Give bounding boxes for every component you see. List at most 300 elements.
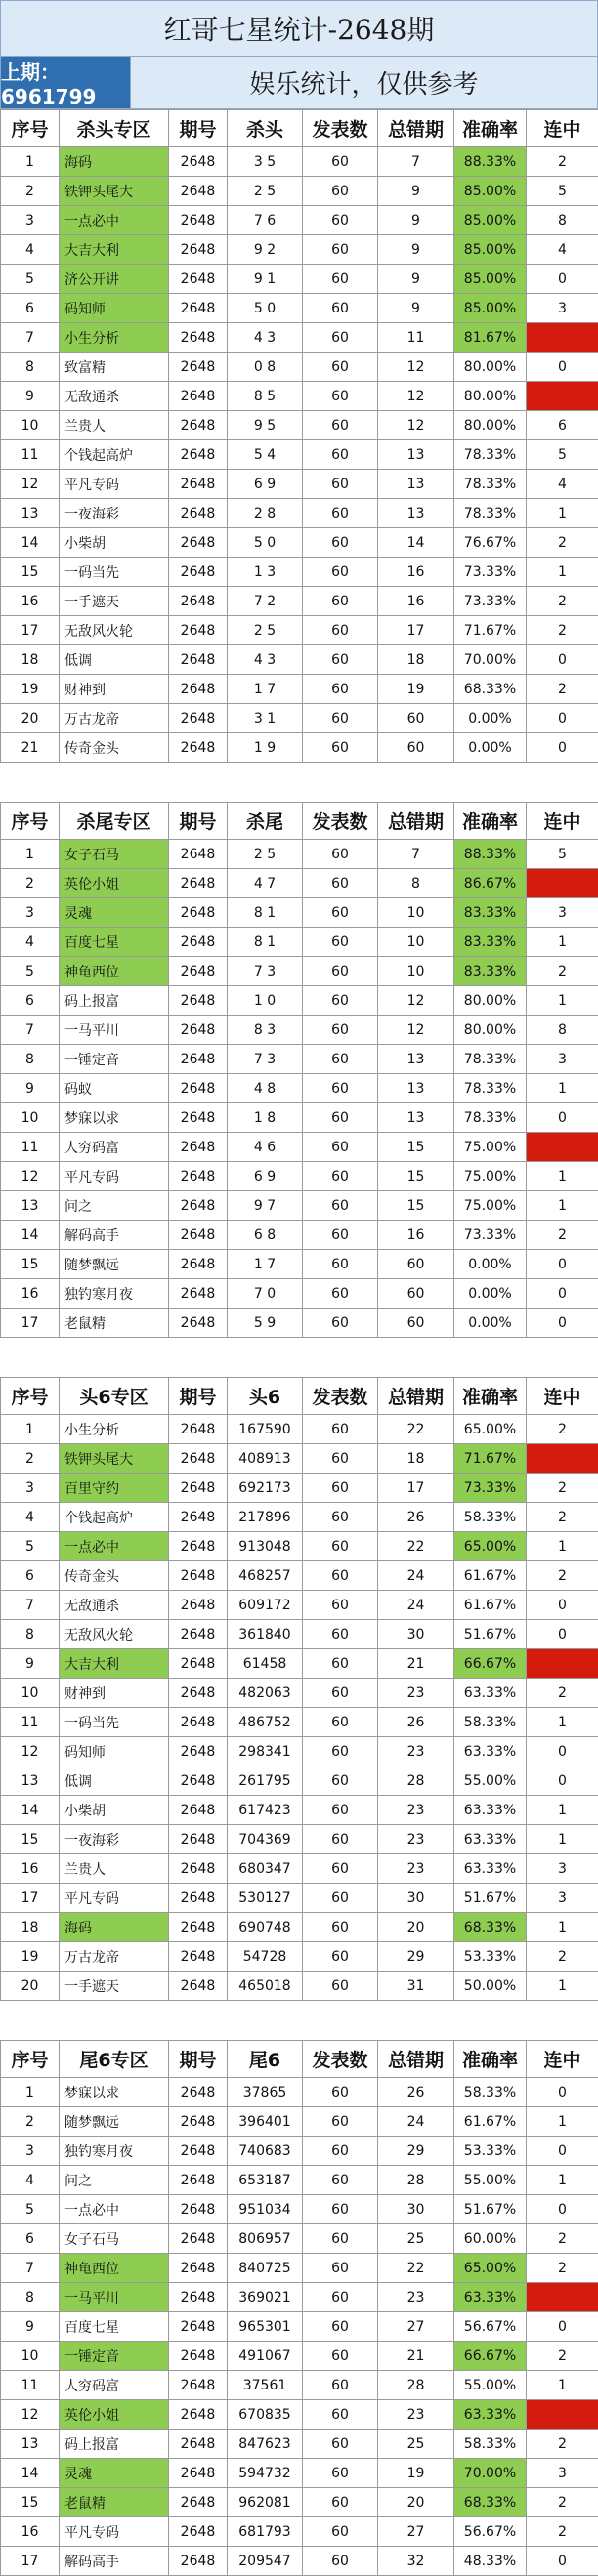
prediction-value: 298341: [228, 1737, 303, 1766]
prediction-value: 5 4: [228, 440, 303, 470]
published-count: 60: [303, 2224, 378, 2254]
issue-number: 2648: [169, 1250, 228, 1279]
win-streak: 1: [527, 1191, 598, 1221]
table-header-row: [1, 803, 598, 840]
source-name: 财神到: [60, 1679, 169, 1708]
issue-number: 2648: [169, 382, 228, 411]
row-number: 7: [1, 2254, 60, 2283]
row-number: 7: [1, 1016, 60, 1045]
total-errors: 29: [378, 1942, 454, 1972]
published-count: 60: [303, 2137, 378, 2166]
win-streak: 3: [527, 2459, 598, 2488]
accuracy-rate: 70.00%: [454, 645, 527, 675]
accuracy-rate: 80.00%: [454, 1016, 527, 1045]
source-name: 平凡专码: [60, 470, 169, 499]
row-number: 2: [1, 1444, 60, 1474]
issue-number: 2648: [169, 1279, 228, 1309]
source-name: 码知师: [60, 1737, 169, 1766]
win-streak: 1: [527, 928, 598, 957]
win-streak: 0: [527, 1309, 598, 1338]
table-header-row: [1, 110, 598, 147]
win-streak: 0: [527, 2312, 598, 2342]
win-streak: 4: [527, 235, 598, 265]
accuracy-rate: 66.67%: [454, 2342, 527, 2371]
accuracy-rate: 78.33%: [454, 499, 527, 528]
prediction-value: 7 3: [228, 957, 303, 986]
total-errors: 17: [378, 616, 454, 645]
table-row: [1, 1532, 598, 1561]
row-number: 7: [1, 323, 60, 353]
accuracy-rate: 88.33%: [454, 840, 527, 869]
row-number: 20: [1, 1972, 60, 2001]
issue-number: 2648: [169, 1444, 228, 1474]
row-number: 17: [1, 1884, 60, 1913]
column-header: 总错期: [378, 2041, 454, 2078]
total-errors: 11: [378, 323, 454, 353]
table-row: [1, 2224, 598, 2254]
published-count: 60: [303, 2254, 378, 2283]
published-count: 60: [303, 898, 378, 928]
slogan: 娱乐统计，仅供参考: [131, 57, 597, 108]
source-name: 铁钾头尾大: [60, 177, 169, 206]
published-count: 60: [303, 440, 378, 470]
row-number: 15: [1, 558, 60, 587]
win-streak: 2: [527, 1503, 598, 1532]
prediction-value: 4 8: [228, 1074, 303, 1103]
row-number: 12: [1, 1162, 60, 1191]
issue-number: 2648: [169, 1884, 228, 1913]
win-streak: 8: [527, 206, 598, 235]
prediction-value: 4 3: [228, 323, 303, 353]
total-errors: 23: [378, 2400, 454, 2430]
issue-number: 2648: [169, 2224, 228, 2254]
issue-number: 2648: [169, 235, 228, 265]
row-number: 14: [1, 2459, 60, 2488]
total-errors: 28: [378, 2166, 454, 2195]
published-count: 60: [303, 986, 378, 1016]
table-row: [1, 470, 598, 499]
prediction-value: 37865: [228, 2078, 303, 2107]
stats-table-4: [0, 2040, 598, 2576]
issue-number: 2648: [169, 294, 228, 323]
table-row: [1, 704, 598, 733]
win-streak: 0: [527, 1591, 598, 1620]
accuracy-rate: 68.33%: [454, 2488, 527, 2517]
issue-number: 2648: [169, 1737, 228, 1766]
published-count: 60: [303, 1103, 378, 1133]
table-row: [1, 1191, 598, 1221]
prediction-value: 681793: [228, 2517, 303, 2547]
issue-number: 2648: [169, 1825, 228, 1854]
row-number: 13: [1, 2430, 60, 2459]
prediction-value: 7 0: [228, 1279, 303, 1309]
issue-number: 2648: [169, 1503, 228, 1532]
win-streak: 1: [527, 2371, 598, 2400]
prediction-value: 653187: [228, 2166, 303, 2195]
total-errors: 16: [378, 587, 454, 616]
accuracy-rate: 73.33%: [454, 1474, 527, 1503]
column-header: 准确率: [454, 2041, 527, 2078]
published-count: 60: [303, 2107, 378, 2137]
source-name: 小柴胡: [60, 1796, 169, 1825]
win-streak: 3: [527, 1854, 598, 1884]
total-errors: 12: [378, 353, 454, 382]
row-number: 4: [1, 2166, 60, 2195]
prediction-value: 1 9: [228, 733, 303, 763]
win-streak: 0: [527, 2195, 598, 2224]
row-number: 21: [1, 733, 60, 763]
source-name: 随梦飘远: [60, 1250, 169, 1279]
table-row: [1, 2517, 598, 2547]
issue-number: 2648: [169, 704, 228, 733]
published-count: 60: [303, 1474, 378, 1503]
row-number: 10: [1, 411, 60, 440]
source-name: 小柴胡: [60, 528, 169, 558]
source-name: 百度七星: [60, 928, 169, 957]
issue-number: 2648: [169, 147, 228, 177]
total-errors: 13: [378, 1103, 454, 1133]
issue-number: 2648: [169, 1972, 228, 2001]
row-number: 2: [1, 177, 60, 206]
published-count: 60: [303, 616, 378, 645]
published-count: 60: [303, 675, 378, 704]
total-errors: 28: [378, 2371, 454, 2400]
table-row: [1, 265, 598, 294]
source-name: 一锤定音: [60, 2342, 169, 2371]
source-name: 平凡专码: [60, 2517, 169, 2547]
total-errors: 21: [378, 2342, 454, 2371]
column-header: 杀头: [228, 110, 303, 147]
table-row: [1, 587, 598, 616]
accuracy-rate: 75.00%: [454, 1162, 527, 1191]
source-name: 无敌通杀: [60, 1591, 169, 1620]
total-errors: 18: [378, 1444, 454, 1474]
issue-number: 2648: [169, 1045, 228, 1074]
table-row: [1, 1503, 598, 1532]
prediction-value: 7 2: [228, 587, 303, 616]
issue-number: 2648: [169, 1103, 228, 1133]
source-name: 一锤定音: [60, 1045, 169, 1074]
last-result-label: 上期：6961799: [1, 57, 131, 108]
table-row: [1, 206, 598, 235]
win-streak: 3: [527, 294, 598, 323]
total-errors: 22: [378, 1532, 454, 1561]
prediction-value: 8 1: [228, 898, 303, 928]
prediction-value: 217896: [228, 1503, 303, 1532]
prediction-value: 530127: [228, 1884, 303, 1913]
total-errors: 23: [378, 1737, 454, 1766]
published-count: 60: [303, 2400, 378, 2430]
source-name: 女子石马: [60, 2224, 169, 2254]
total-errors: 18: [378, 645, 454, 675]
table-row: [1, 2107, 598, 2137]
source-name: 兰贵人: [60, 1854, 169, 1884]
issue-number: 2648: [169, 323, 228, 353]
source-name: 梦寐以求: [60, 2078, 169, 2107]
source-name: 一点必中: [60, 206, 169, 235]
accuracy-rate: 58.33%: [454, 1503, 527, 1532]
issue-number: 2648: [169, 733, 228, 763]
win-streak: 0: [527, 1620, 598, 1649]
row-number: 18: [1, 1913, 60, 1942]
prediction-value: 5 9: [228, 1309, 303, 1338]
row-number: 3: [1, 206, 60, 235]
row-number: 3: [1, 1474, 60, 1503]
published-count: 60: [303, 2195, 378, 2224]
row-number: 19: [1, 675, 60, 704]
total-errors: 60: [378, 1309, 454, 1338]
accuracy-rate: 63.33%: [454, 1737, 527, 1766]
issue-number: 2648: [169, 2488, 228, 2517]
published-count: 60: [303, 2166, 378, 2195]
table-row: [1, 2166, 598, 2195]
table-row: [1, 1679, 598, 1708]
published-count: 60: [303, 704, 378, 733]
source-name: 兰贵人: [60, 411, 169, 440]
sub-header: [0, 57, 598, 109]
prediction-value: 4 3: [228, 645, 303, 675]
accuracy-rate: 78.33%: [454, 1045, 527, 1074]
published-count: 60: [303, 147, 378, 177]
published-count: 60: [303, 2459, 378, 2488]
issue-number: 2648: [169, 1796, 228, 1825]
total-errors: 20: [378, 1913, 454, 1942]
source-name: 一夜海彩: [60, 1825, 169, 1854]
total-errors: 24: [378, 1591, 454, 1620]
accuracy-rate: 71.67%: [454, 1444, 527, 1474]
source-name: 平凡专码: [60, 1884, 169, 1913]
issue-number: 2648: [169, 2107, 228, 2137]
win-streak: 2: [527, 1474, 598, 1503]
accuracy-rate: 70.00%: [454, 2459, 527, 2488]
prediction-value: 913048: [228, 1532, 303, 1561]
win-streak: 3: [527, 1884, 598, 1913]
total-errors: 10: [378, 957, 454, 986]
row-number: 12: [1, 2400, 60, 2430]
published-count: 60: [303, 1503, 378, 1532]
published-count: 60: [303, 2547, 378, 2576]
prediction-value: 8 3: [228, 1016, 303, 1045]
row-number: 13: [1, 499, 60, 528]
issue-number: 2648: [169, 898, 228, 928]
total-errors: 16: [378, 1221, 454, 1250]
published-count: 60: [303, 528, 378, 558]
win-streak: 5: [527, 440, 598, 470]
column-header: 准确率: [454, 1378, 527, 1415]
prediction-value: 2 5: [228, 616, 303, 645]
prediction-value: 1 3: [228, 558, 303, 587]
accuracy-rate: 0.00%: [454, 733, 527, 763]
total-errors: 12: [378, 382, 454, 411]
accuracy-rate: 75.00%: [454, 1191, 527, 1221]
table-row: [1, 1162, 598, 1191]
source-name: 码上报富: [60, 986, 169, 1016]
column-header: 连中: [527, 110, 598, 147]
row-number: 9: [1, 1074, 60, 1103]
prediction-value: 9 2: [228, 235, 303, 265]
prediction-value: 54728: [228, 1942, 303, 1972]
accuracy-rate: 78.33%: [454, 440, 527, 470]
issue-number: 2648: [169, 1766, 228, 1796]
published-count: 60: [303, 1561, 378, 1591]
total-errors: 22: [378, 2254, 454, 2283]
row-number: 18: [1, 645, 60, 675]
accuracy-rate: 63.33%: [454, 1825, 527, 1854]
issue-number: 2648: [169, 2430, 228, 2459]
total-errors: 25: [378, 2430, 454, 2459]
accuracy-rate: 85.00%: [454, 177, 527, 206]
row-number: 1: [1, 840, 60, 869]
prediction-value: 9 1: [228, 265, 303, 294]
table-row: [1, 2078, 598, 2107]
prediction-value: 962081: [228, 2488, 303, 2517]
table-row: [1, 235, 598, 265]
issue-number: 2648: [169, 265, 228, 294]
win-streak: 0: [527, 1279, 598, 1309]
issue-number: 2648: [169, 645, 228, 675]
column-header: 连中: [527, 803, 598, 840]
source-name: 个钱起高炉: [60, 1503, 169, 1532]
source-name: 海码: [60, 147, 169, 177]
published-count: 60: [303, 1191, 378, 1221]
table-row: [1, 1649, 598, 1679]
published-count: 60: [303, 1766, 378, 1796]
win-streak: 1: [527, 2166, 598, 2195]
win-streak: 7: [527, 1133, 598, 1162]
published-count: 60: [303, 265, 378, 294]
row-number: 16: [1, 1279, 60, 1309]
win-streak: 7: [527, 869, 598, 898]
table-row: [1, 1766, 598, 1796]
table-row: [1, 1250, 598, 1279]
prediction-value: 6 9: [228, 470, 303, 499]
issue-number: 2648: [169, 1620, 228, 1649]
prediction-value: 9 5: [228, 411, 303, 440]
prediction-value: 617423: [228, 1796, 303, 1825]
total-errors: 15: [378, 1191, 454, 1221]
published-count: 60: [303, 1679, 378, 1708]
win-streak: 1: [527, 986, 598, 1016]
table-header-row: [1, 1378, 598, 1415]
win-streak: 1: [527, 1532, 598, 1561]
column-header: 发表数: [303, 2041, 378, 2078]
published-count: 60: [303, 2312, 378, 2342]
win-streak: 1: [527, 1162, 598, 1191]
row-number: 8: [1, 1045, 60, 1074]
published-count: 60: [303, 1016, 378, 1045]
accuracy-rate: 86.67%: [454, 869, 527, 898]
published-count: 60: [303, 2342, 378, 2371]
column-header: 序号: [1, 803, 60, 840]
accuracy-rate: 83.33%: [454, 928, 527, 957]
win-streak: 2: [527, 1942, 598, 1972]
source-name: 万古龙帝: [60, 704, 169, 733]
row-number: 3: [1, 898, 60, 928]
accuracy-rate: 61.67%: [454, 1591, 527, 1620]
accuracy-rate: 68.33%: [454, 675, 527, 704]
source-name: 人穷码富: [60, 2371, 169, 2400]
source-name: 解码高手: [60, 1221, 169, 1250]
issue-number: 2648: [169, 411, 228, 440]
row-number: 6: [1, 294, 60, 323]
total-errors: 31: [378, 1972, 454, 2001]
accuracy-rate: 85.00%: [454, 235, 527, 265]
issue-number: 2648: [169, 957, 228, 986]
source-name: 一马平川: [60, 2283, 169, 2312]
table-row: [1, 2459, 598, 2488]
row-number: 17: [1, 1309, 60, 1338]
published-count: 60: [303, 1074, 378, 1103]
total-errors: 27: [378, 2312, 454, 2342]
accuracy-rate: 65.00%: [454, 1532, 527, 1561]
accuracy-rate: 80.00%: [454, 353, 527, 382]
source-name: 传奇金头: [60, 733, 169, 763]
issue-number: 2648: [169, 1854, 228, 1884]
accuracy-rate: 0.00%: [454, 1250, 527, 1279]
total-errors: 9: [378, 206, 454, 235]
win-streak: 5: [527, 2283, 598, 2312]
prediction-value: 465018: [228, 1972, 303, 2001]
prediction-value: 670835: [228, 2400, 303, 2430]
accuracy-rate: 58.33%: [454, 2078, 527, 2107]
table-row: [1, 1591, 598, 1620]
source-name: 神龟西位: [60, 957, 169, 986]
source-name: 低调: [60, 645, 169, 675]
total-errors: 13: [378, 1045, 454, 1074]
accuracy-rate: 75.00%: [454, 1133, 527, 1162]
prediction-value: 951034: [228, 2195, 303, 2224]
total-errors: 60: [378, 733, 454, 763]
total-errors: 19: [378, 2459, 454, 2488]
source-name: 低调: [60, 1766, 169, 1796]
row-number: 9: [1, 1649, 60, 1679]
total-errors: 24: [378, 1561, 454, 1591]
win-streak: 1: [527, 499, 598, 528]
win-streak: 2: [527, 2517, 598, 2547]
prediction-value: 806957: [228, 2224, 303, 2254]
row-number: 16: [1, 587, 60, 616]
column-header: 头6: [228, 1378, 303, 1415]
row-number: 17: [1, 2547, 60, 2576]
prediction-value: 361840: [228, 1620, 303, 1649]
source-name: 英伦小姐: [60, 869, 169, 898]
published-count: 60: [303, 1221, 378, 1250]
issue-number: 2648: [169, 2547, 228, 2576]
row-number: 15: [1, 1250, 60, 1279]
issue-number: 2648: [169, 499, 228, 528]
accuracy-rate: 58.33%: [454, 1708, 527, 1737]
source-name: 大吉大利: [60, 235, 169, 265]
total-errors: 60: [378, 1250, 454, 1279]
issue-number: 2648: [169, 1162, 228, 1191]
total-errors: 12: [378, 411, 454, 440]
source-name: 码知师: [60, 294, 169, 323]
win-streak: 2: [527, 1561, 598, 1591]
published-count: 60: [303, 1415, 378, 1444]
prediction-value: 692173: [228, 1474, 303, 1503]
source-name: 一码当先: [60, 558, 169, 587]
source-name: 神龟西位: [60, 2254, 169, 2283]
table-row: [1, 2371, 598, 2400]
accuracy-rate: 65.00%: [454, 2254, 527, 2283]
win-streak: 0: [527, 2137, 598, 2166]
row-number: 8: [1, 1620, 60, 1649]
total-errors: 10: [378, 928, 454, 957]
accuracy-rate: 60.00%: [454, 2224, 527, 2254]
win-streak: 0: [527, 645, 598, 675]
total-errors: 9: [378, 294, 454, 323]
issue-number: 2648: [169, 1913, 228, 1942]
